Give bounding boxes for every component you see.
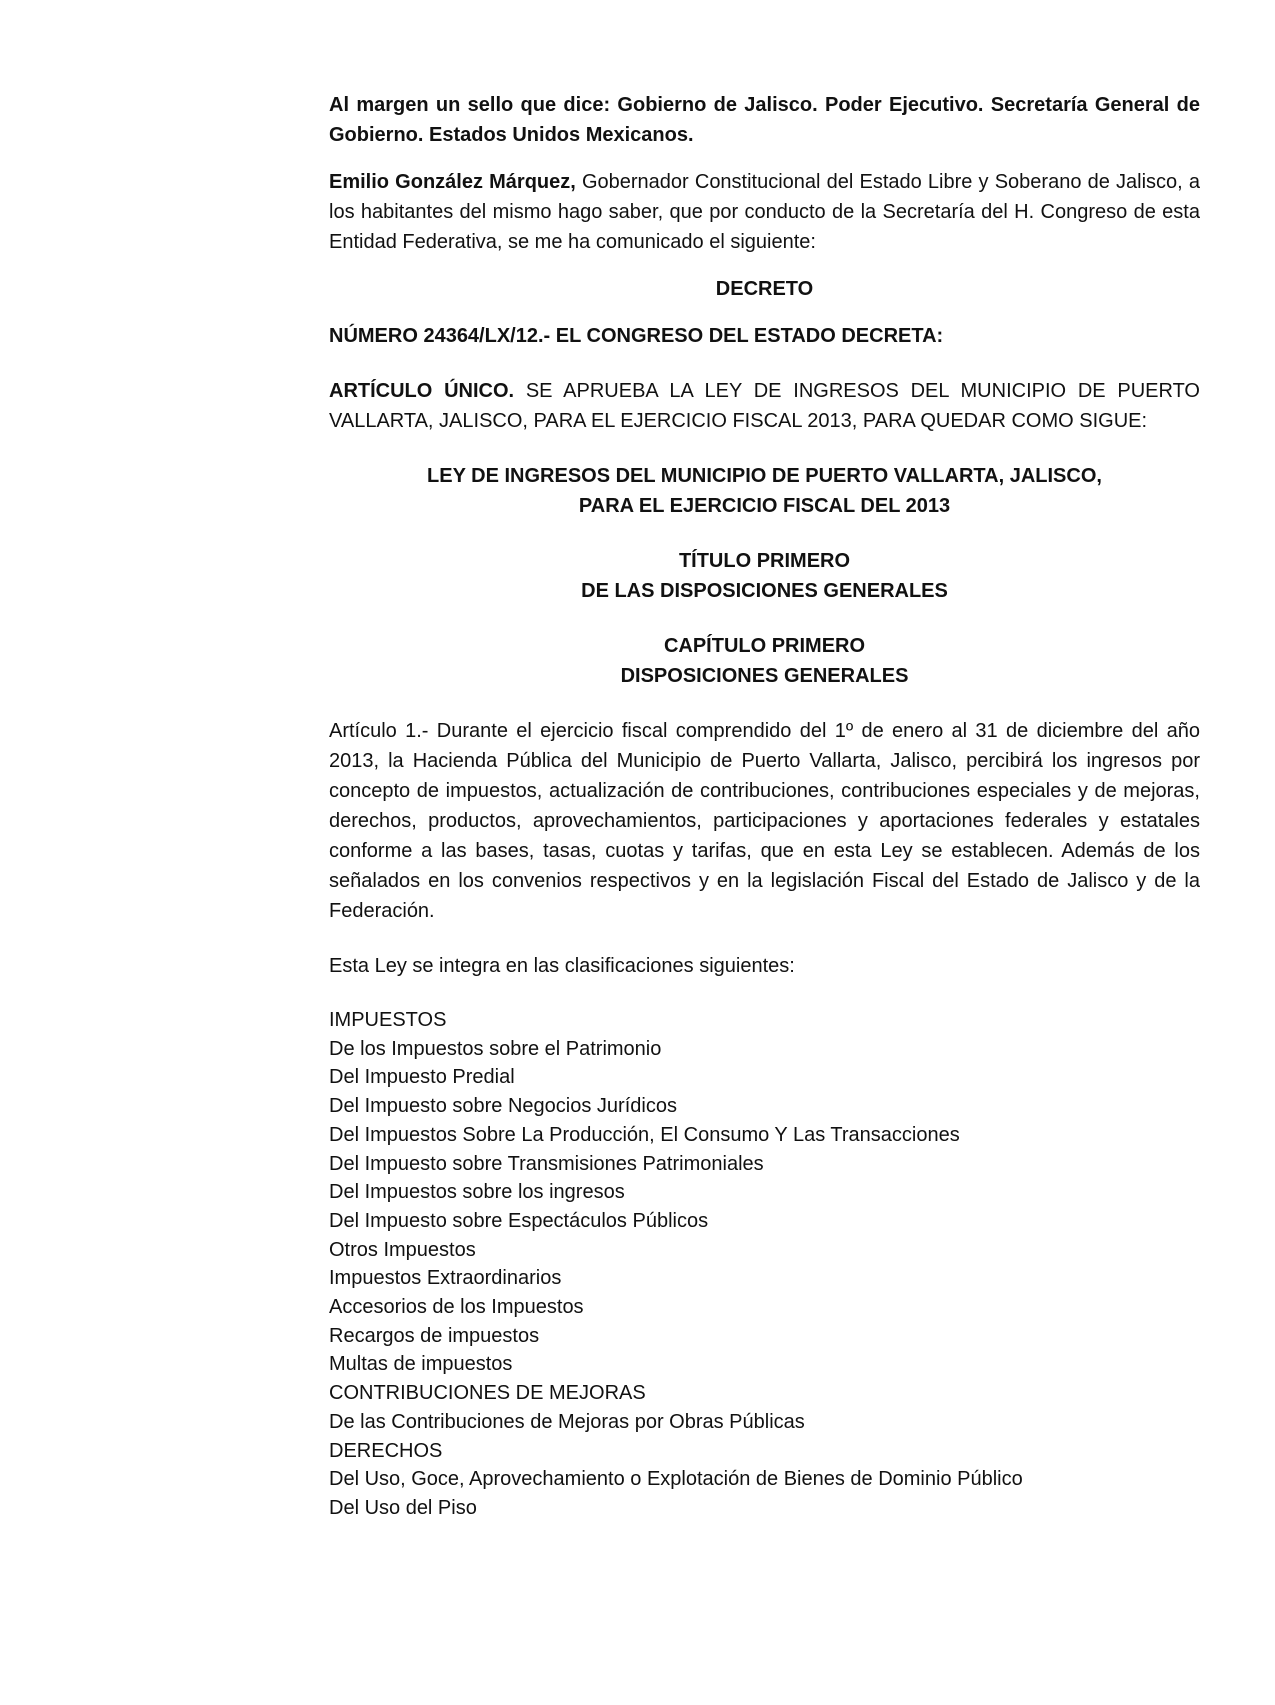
list-item: Del Impuesto Predial (329, 1066, 515, 1089)
article-1: Artículo 1.- Durante el ejercicio fiscal comprendido del 1º de enero al 31 de diciembre del año 2013, la Hacienda Pública del Municipio de Puerto Vallarta, Jalisco, percibirá los ingresos por concepto de impuestos, actualización de contribuciones, contribuciones especiales y de mejoras, derechos, productos, aprovechamientos, participaciones y aportaciones federales y estatales conforme a las bases, tasas, cuotas y tarifas, que en esta Ley se establecen. Además de los señalados en los convenios respectivos y en la legislación Fiscal del Estado de Jalisco y de la Federación. (329, 720, 1200, 922)
classification-list (329, 1006, 1200, 1523)
law-title-line-1: LEY DE INGRESOS DEL MUNICIPIO DE PUERTO VALLARTA, JALISCO, (427, 465, 1102, 487)
decree-number: NÚMERO 24364/LX/12.- EL CONGRESO DEL ESTADO DECRETA: (329, 325, 944, 347)
governor-text: Gobernador Constitucional del Estado Libre y Soberano de Jalisco, a los habitantes del mismo hago saber, que por conducto de la Secretaría del H. Congreso de esta Entidad Federativa, se me ha comunicado el siguiente: (329, 171, 1200, 253)
capitulo-line-1: CAPÍTULO PRIMERO (663, 635, 866, 657)
list-item: Otros Impuestos (329, 1238, 476, 1261)
list-item: Impuestos Extraordinarios (329, 1267, 562, 1290)
governor-name: Emilio González Márquez, (329, 171, 576, 193)
list-item: Del Impuesto sobre Negocios Jurídicos (329, 1095, 677, 1118)
article-unico-text: SE APRUEBA LA LEY DE INGRESOS DEL MUNICIPIO DE PUERTO VALLARTA, JALISCO, PARA EL EJERCICIO FISCAL 2013, PARA QUEDAR COMO SIGUE: (329, 380, 1200, 432)
article-unico (329, 376, 1200, 436)
law-title-line-2: PARA EL EJERCICIO FISCAL DEL 2013 (578, 495, 951, 517)
classification-intro: Esta Ley se integra en las clasificaciones siguientes: (329, 955, 795, 977)
law-title (329, 461, 1200, 521)
decree-heading: DECRETO (715, 278, 814, 300)
list-item: Multas de impuestos (329, 1353, 513, 1376)
document-body (329, 90, 1200, 1523)
list-item: CONTRIBUCIONES DE MEJORAS (329, 1382, 646, 1405)
capitulo-line-2: DISPOSICIONES GENERALES (620, 665, 909, 687)
article-unico-label: ARTÍCULO ÚNICO. (329, 380, 515, 402)
list-item: Del Impuestos sobre los ingresos (329, 1181, 625, 1204)
governor-paragraph (329, 167, 1200, 257)
list-item: De los Impuestos sobre el Patrimonio (329, 1037, 662, 1060)
list-item: Del Impuestos Sobre La Producción, El Consumo Y Las Transacciones (329, 1123, 960, 1146)
capitulo-heading (329, 631, 1200, 691)
titulo-line-2: DE LAS DISPOSICIONES GENERALES (581, 580, 948, 602)
list-item: De las Contribuciones de Mejoras por Obras Públicas (329, 1410, 805, 1433)
titulo-line-1: TÍTULO PRIMERO (678, 550, 851, 572)
list-item: Del Uso, Goce, Aprovechamiento o Explotación de Bienes de Dominio Público (329, 1468, 1023, 1491)
list-item: Del Impuesto sobre Transmisiones Patrimoniales (329, 1152, 764, 1175)
list-item: IMPUESTOS (329, 1009, 447, 1031)
list-item: Accesorios de los Impuestos (329, 1296, 584, 1319)
titulo-heading (329, 546, 1200, 606)
list-item: Recargos de impuestos (329, 1324, 540, 1347)
list-item: Del Impuesto sobre Espectáculos Públicos (329, 1209, 709, 1232)
seal-note: Al margen un sello que dice: Gobierno de Jalisco. Poder Ejecutivo. Secretaría General de Gobierno. Estados Unidos Mexicanos. (329, 94, 1200, 146)
list-item: Del Uso del Piso (329, 1496, 477, 1519)
list-item: DERECHOS (329, 1439, 443, 1462)
